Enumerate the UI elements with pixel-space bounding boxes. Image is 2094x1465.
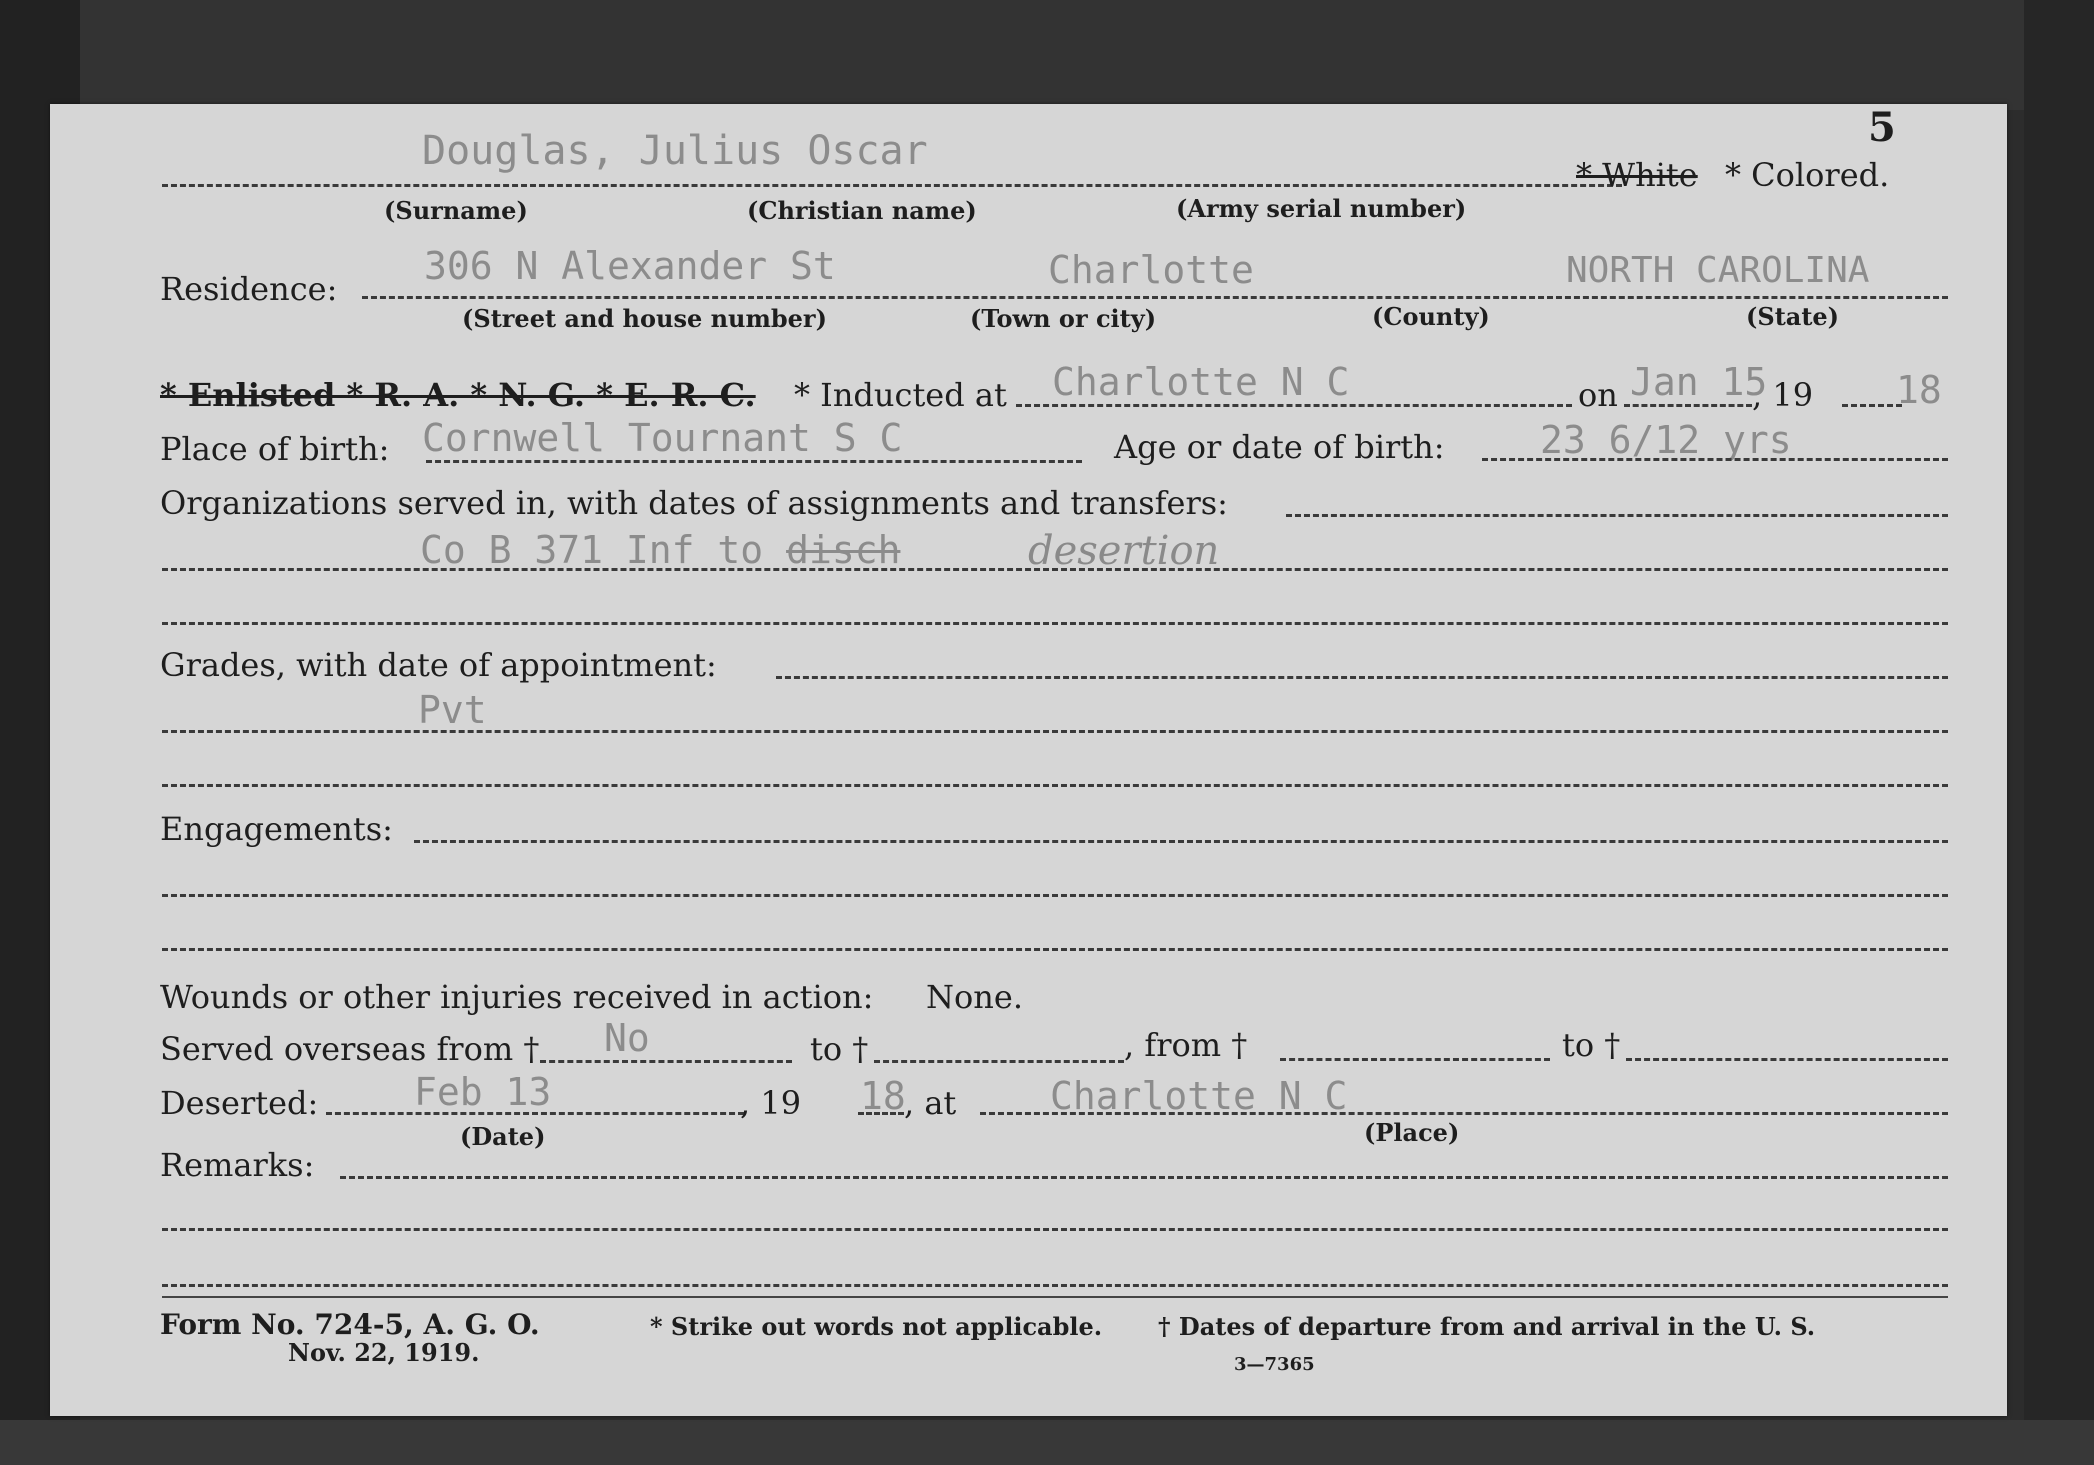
caption-surname: (Surname) bbox=[384, 196, 528, 225]
form-date: Nov. 22, 1919. bbox=[288, 1338, 480, 1367]
deserted-date-line bbox=[326, 1112, 744, 1115]
overseas-label: Served overseas from † bbox=[160, 1030, 540, 1068]
remarks-line-3 bbox=[162, 1284, 1948, 1287]
residence-line bbox=[362, 296, 1948, 299]
organizations-handwritten: desertion bbox=[1028, 528, 1220, 574]
inducted-year-line bbox=[1842, 404, 1902, 407]
grades-entry: Pvt bbox=[418, 688, 487, 732]
inducted-date-line bbox=[1624, 404, 1752, 407]
overseas-to-label: to † bbox=[810, 1030, 869, 1068]
caption-county: (County) bbox=[1372, 302, 1490, 331]
wounds-label: Wounds or other injuries received in action: bbox=[160, 978, 874, 1016]
caption-town: (Town or city) bbox=[970, 304, 1157, 333]
name-value: Douglas, Julius Oscar bbox=[422, 128, 928, 174]
overseas-from-value: No bbox=[604, 1016, 650, 1060]
engagements-line-2 bbox=[162, 894, 1948, 897]
age-label: Age or date of birth: bbox=[1114, 428, 1445, 466]
inducted-on-label: on bbox=[1578, 376, 1618, 414]
birthplace-label: Place of birth: bbox=[160, 430, 390, 468]
struck-enlistment-options: * Enlisted * R. A. * N. G. * E. R. C. bbox=[160, 376, 756, 414]
overseas-to-line bbox=[874, 1060, 1124, 1063]
birthplace-value: Cornwell Tournant S C bbox=[422, 416, 903, 460]
engagements-label: Engagements: bbox=[160, 810, 393, 848]
background-bottom bbox=[0, 1420, 2094, 1465]
residence-state: NORTH CAROLINA bbox=[1566, 250, 1870, 291]
overseas-to2-line bbox=[1626, 1058, 1948, 1061]
deserted-date: Feb 13 bbox=[414, 1070, 552, 1114]
overseas-from2-label: , from † bbox=[1124, 1026, 1248, 1064]
organizations-label: Organizations served in, with dates of assignments and transfers: bbox=[160, 484, 1228, 522]
inducted-label: * Inducted at bbox=[794, 376, 1007, 414]
deserted-year-suffix: 18 bbox=[860, 1074, 906, 1118]
deserted-at-label: , at bbox=[904, 1084, 957, 1122]
name-line bbox=[162, 184, 1622, 187]
residence-street: 306 N Alexander St bbox=[424, 244, 836, 288]
card-number: 5 bbox=[1868, 104, 1896, 151]
caption-street: (Street and house number) bbox=[462, 304, 827, 333]
inducted-date: Jan 15 bbox=[1630, 360, 1768, 404]
overseas-from2-line bbox=[1280, 1058, 1550, 1061]
grades-line-3 bbox=[162, 784, 1948, 787]
inducted-place: Charlotte N C bbox=[1052, 360, 1350, 404]
caption-place: (Place) bbox=[1364, 1118, 1460, 1147]
footnote-dates: † Dates of departure from and arrival in the U. S. bbox=[1158, 1312, 1816, 1341]
grades-label: Grades, with date of appointment: bbox=[160, 646, 717, 684]
race-colored-option: * Colored. bbox=[1725, 156, 1890, 194]
organizations-line-3 bbox=[162, 622, 1948, 625]
footer-rule bbox=[162, 1296, 1948, 1298]
age-value: 23 6/12 yrs bbox=[1540, 418, 1792, 462]
form-number: Form No. 724-5, A. G. O. bbox=[160, 1308, 540, 1341]
deserted-year-prefix: , 19 bbox=[740, 1084, 802, 1122]
remarks-line-2 bbox=[162, 1228, 1948, 1231]
age-line bbox=[1482, 458, 1948, 461]
inducted-year-suffix: 18 bbox=[1896, 368, 1942, 412]
remarks-label: Remarks: bbox=[160, 1146, 315, 1184]
caption-state: (State) bbox=[1746, 302, 1840, 331]
wounds-value: None. bbox=[926, 978, 1023, 1016]
deserted-place-line bbox=[980, 1112, 1948, 1115]
remarks-line-1 bbox=[340, 1176, 1948, 1179]
overseas-to2-label: to † bbox=[1562, 1026, 1621, 1064]
deserted-label: Deserted: bbox=[160, 1084, 319, 1122]
race-white-option: * White bbox=[1576, 156, 1698, 194]
grades-line-1 bbox=[776, 676, 1948, 679]
organizations-line-2 bbox=[162, 568, 1948, 571]
caption-date: (Date) bbox=[460, 1122, 546, 1151]
grades-line-2 bbox=[162, 730, 1948, 733]
birthplace-line bbox=[426, 460, 1082, 463]
footnote-strike: * Strike out words not applicable. bbox=[650, 1312, 1103, 1341]
print-code: 3—7365 bbox=[1234, 1354, 1315, 1375]
deserted-place: Charlotte N C bbox=[1050, 1074, 1348, 1118]
caption-christian-name: (Christian name) bbox=[747, 196, 977, 225]
engagements-line-1 bbox=[414, 840, 1948, 843]
deserted-year-line bbox=[858, 1112, 904, 1115]
organizations-line-1 bbox=[1286, 514, 1948, 517]
engagements-line-3 bbox=[162, 948, 1948, 951]
residence-label: Residence: bbox=[160, 270, 338, 308]
background-right bbox=[2024, 0, 2094, 1465]
background-top bbox=[0, 0, 2094, 110]
inducted-year-prefix: , 19 bbox=[1752, 376, 1814, 414]
inducted-place-line bbox=[1016, 404, 1572, 407]
overseas-from-line bbox=[540, 1060, 792, 1063]
organizations-entry: Co B 371 Inf to disch bbox=[420, 528, 901, 572]
residence-town: Charlotte bbox=[1048, 248, 1254, 292]
service-record-card bbox=[50, 104, 2007, 1416]
caption-serial-number: (Army serial number) bbox=[1176, 194, 1467, 223]
